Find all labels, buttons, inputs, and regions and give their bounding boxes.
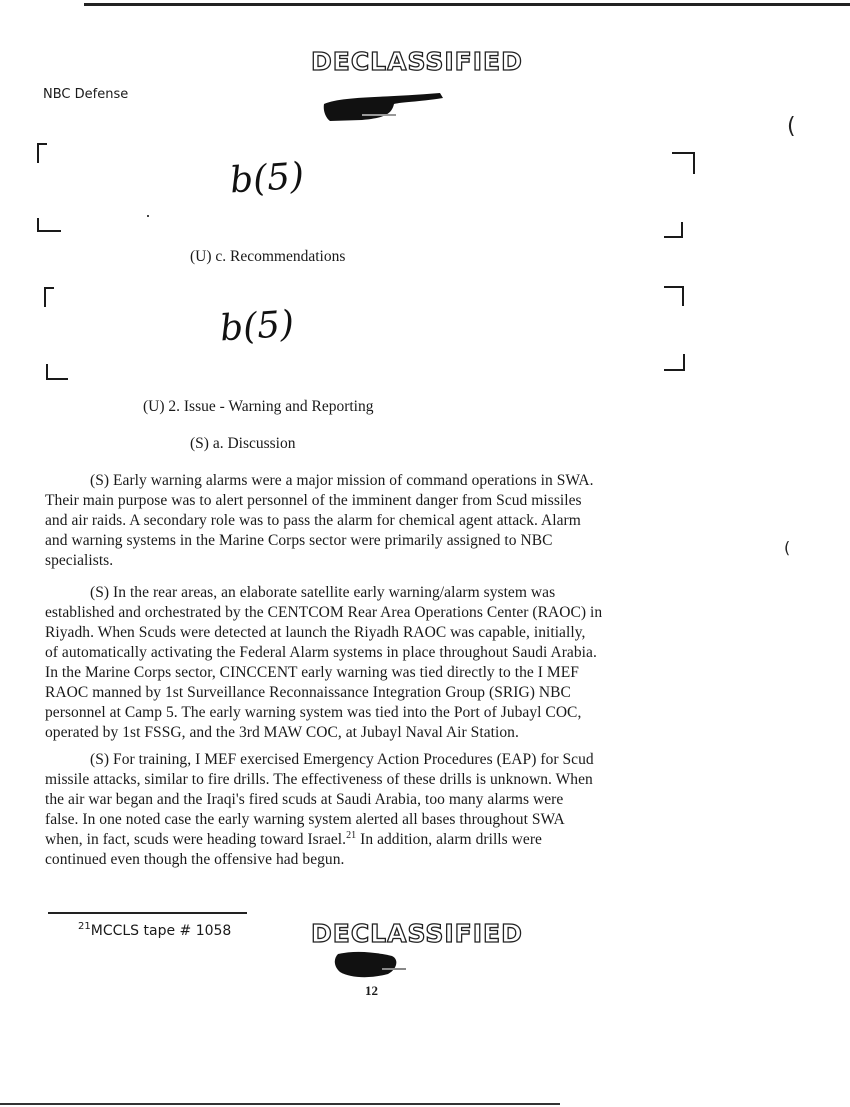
footnote-separator — [48, 912, 247, 914]
line-text: In addition, alarm drills were — [356, 831, 542, 848]
redaction-mark-bottom — [330, 950, 410, 980]
handwritten-exemption-2: b(5) — [218, 303, 296, 350]
footnote — [78, 923, 231, 939]
bracket-bottom-right-1 — [664, 222, 683, 238]
paragraph-line: false. In one noted case the early warning system alerted all bases throughout SWA — [45, 811, 565, 828]
paragraph-line: operated by 1st FSSG, and the 3rd MAW COC, at Jubayl Naval Air Station. — [45, 724, 519, 741]
declassified-stamp-bottom: DECLASSIFIED — [311, 919, 523, 948]
line-text: when, in fact, scuds were heading toward Israel. — [45, 831, 347, 848]
footnote-number: 21 — [78, 921, 91, 932]
bracket-bottom-left-1 — [37, 218, 61, 232]
paragraph-line: missile attacks, similar to fire drills. The effectiveness of these drills is unknown. When — [45, 771, 593, 788]
paragraph-line: specialists. — [45, 552, 114, 569]
paragraph-line: (S) In the rear areas, an elaborate satellite early warning/alarm system was — [90, 584, 556, 601]
discussion-heading: (S) a. Discussion — [190, 435, 296, 452]
scan-speck — [147, 215, 149, 217]
footnote-text: MCCLS tape # 1058 — [90, 923, 232, 939]
paragraph-line: continued even though the offensive had begun. — [45, 851, 345, 868]
recommendations-heading: (U) c. Recommendations — [190, 248, 346, 265]
bracket-top-left-2 — [44, 287, 54, 307]
paragraph-line: established and orchestrated by the CENTCOM Rear Area Operations Center (RAOC) in — [45, 604, 603, 621]
page-header: NBC Defense — [43, 87, 129, 102]
paragraph-line: (S) For training, I MEF exercised Emergency Action Procedures (EAP) for Scud — [90, 751, 594, 768]
margin-paren-upper: ( — [787, 114, 796, 139]
paragraph-line: and warning systems in the Marine Corps sector were primarily assigned to NBC — [45, 532, 553, 549]
bracket-bottom-right-2 — [664, 354, 685, 371]
bracket-top-right-2 — [664, 286, 684, 306]
paragraph-line: RAOC manned by 1st Surveillance Reconnaissance Integration Group (SRIG) NBC — [45, 684, 571, 701]
paragraph-early-warning — [45, 471, 685, 571]
redaction-mark-top — [322, 90, 447, 122]
bracket-bottom-left-2 — [46, 364, 68, 380]
paragraph-line: personnel at Camp 5. The early warning system was tied into the Port of Jubayl COC, — [45, 704, 582, 721]
paragraph-line: Their main purpose was to alert personnel of the imminent danger from Scud missiles — [45, 492, 582, 509]
paragraph-line-with-footnote — [45, 830, 685, 850]
paragraph-line: In the Marine Corps sector, CINCCENT early warning was tied directly to the I MEF — [45, 664, 579, 681]
margin-paren-lower: ( — [784, 538, 791, 557]
paragraph-line: and air raids. A secondary role was to pass the alarm for chemical agent attack. Alarm — [45, 512, 581, 529]
bottom-border-line — [0, 1103, 560, 1105]
declassified-stamp-top: DECLASSIFIED — [311, 47, 523, 76]
bracket-top-left-1 — [37, 143, 47, 163]
top-border-line — [84, 3, 850, 6]
handwritten-exemption-1: b(5) — [228, 155, 306, 202]
paragraph-line: of automatically activating the Federal Alarm systems in place throughout Saudi Arabia. — [45, 644, 597, 661]
issue-heading: (U) 2. Issue - Warning and Reporting — [143, 398, 374, 415]
paragraph-rear-areas — [45, 583, 685, 743]
page-number: 12 — [365, 983, 378, 998]
paragraph-line: Riyadh. When Scuds were detected at launch the Riyadh RAOC was capable, initially, — [45, 624, 586, 641]
paragraph-line: the air war began and the Iraqi's fired scuds at Saudi Arabia, too many alarms were — [45, 791, 564, 808]
bracket-top-right-1 — [672, 152, 695, 174]
paragraph-training — [45, 750, 685, 870]
footnote-reference: 21 — [346, 830, 357, 841]
paragraph-line: (S) Early warning alarms were a major mission of command operations in SWA. — [90, 472, 594, 489]
